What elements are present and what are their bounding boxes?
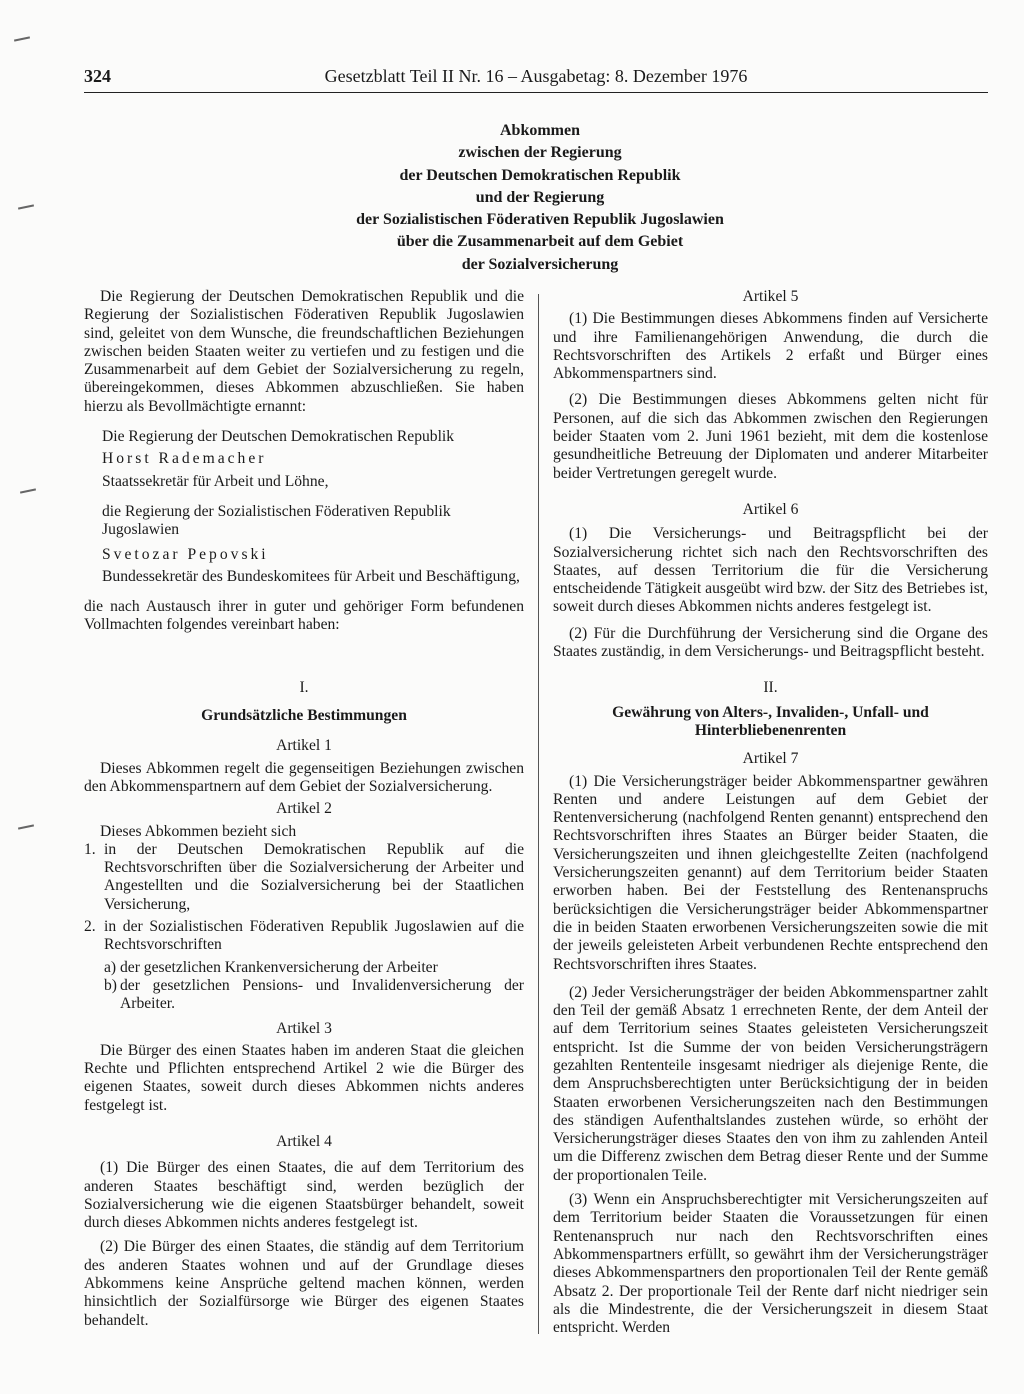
column-divider	[538, 294, 539, 1334]
section-title: Grundsätzliche Bestimmungen	[201, 707, 407, 725]
article-heading: Artikel 6	[742, 500, 799, 518]
margin-mark	[14, 36, 30, 41]
sub-list-item	[84, 977, 524, 1014]
list-item	[84, 841, 524, 914]
list-number: 2.	[84, 918, 96, 936]
article-paragraph: (1) Die Versicherungs- und Beitragspflicht bei der Sozialversicherung richtet sich nach den Rechtsvorschriften des Staates, auf dessen Territorium die für die Versicherung entscheidende Tätigkeit ausgeübt wird bzw. der Sitz des Betriebes ist, soweit durch dieses Abkommen nichts anderes festgelegt ist.	[553, 525, 988, 616]
article-paragraph: (2) Die Bestimmungen dieses Abkommens gelten nicht für Personen, auf die sich das Abkommen zwischen den Regierungen beider Staaten vom 2. Juni 1961 bezieht, mit dem die kostenlose gesundheitliche Betreuung der Diplomaten und anderer Mitarbeiter beider Vertretungen geregelt wurde.	[553, 391, 988, 482]
article-text: Dieses Abkommen regelt die gegenseitigen Beziehungen zwischen den Abkommenspartnern auf dem Gebiet der Sozialversicherung.	[84, 759, 524, 795]
title-line: über die Zusammenarbeit auf dem Gebiet	[396, 233, 684, 251]
margin-mark	[18, 824, 34, 829]
article-heading: Artikel 3	[276, 1019, 332, 1037]
list-item	[84, 918, 524, 955]
page-header	[84, 64, 988, 93]
list-text: in der Sozialistischen Föderativen Republik Jugoslawien auf die Rechtsvorschriften	[104, 918, 524, 954]
sub-list-letter: b)	[104, 976, 117, 994]
title-line: der Sozialistischen Föderativen Republik Jugoslawien	[356, 211, 724, 229]
section-title: Hinterbliebenenrenten	[694, 721, 847, 739]
title-line: Abkommen	[499, 122, 580, 139]
article-heading: Artikel 2	[276, 800, 332, 818]
article-heading: Artikel 5	[742, 288, 799, 305]
plenipotentiary-name: Svetozar Pepovski	[102, 545, 269, 563]
party-government: Die Regierung der Deutschen Demokratischen Republik	[102, 428, 455, 446]
plenipotentiary-name: Horst Rademacher	[102, 450, 267, 468]
section-number: II.	[763, 679, 778, 697]
sub-list-text: der gesetzlichen Pensions- und Invalidenversicherung der Arbeiter.	[120, 976, 524, 1013]
article-paragraph: (1) Die Bestimmungen dieses Abkommens finden auf Versicherte und ihre Familienangehörigen Anwendung, die durch die Rechtsvorschriften des Artikels 2 erfaßt und Bürger eines Abkommenspartners sind.	[553, 310, 988, 383]
article-heading: Artikel 4	[276, 1132, 332, 1150]
article-paragraph: (2) Die Bürger des einen Staates, die ständig auf dem Territorium des anderen Staates wohnen und auf der Grundlage dieses Abkommens keine Ansprüche geltend machen können, werden hinsichtlich der Sozialfürsorge wie Bürger des eigenen Staates behandelt.	[84, 1238, 524, 1329]
article-paragraph: (1) Die Versicherungsträger beider Abkommenspartner gewähren Renten und andere Leistungen auf dem Gebiet der Rentenversicherung (nachfolgend Renten genannt) entsprechend den Rechtsvorschriften ihres Staates an Bürger beider Staaten, die Versicherungszeiten und ihnen gleichgestellte Zeiten (nachfolgend Versicherungszeiten genannt) auf dem Territorium beider Staaten erworben haben. Bei der Feststellung des Rentenanspruchs berücksichtigen die Versicherungsträger beider Abkommenspartner die in beiden Staaten erworbenen Versicherungszeiten sowie die mit der jeweils geleisteten Arbeit verbundenen Rechte entsprechend den Rechtsvorschriften ihres Staates.	[553, 772, 988, 973]
document-title	[240, 120, 840, 276]
article-text: Die Bürger des einen Staates haben im anderen Staat die gleichen Rechte und Pflichten entsprechend Artikel 2 wie die Bürger des eigenen Staates, soweit durch dieses Abkommen nichts anderes festgelegt ist.	[84, 1041, 524, 1114]
preamble: Die Regierung der Deutschen Demokratischen Republik und die Regierung der Sozialistischen Föderativen Republik Jugoslawien sind, geleitet von dem Wunsche, die freundschaftlichen Beziehungen zwischen beiden Staaten weiter zu vertiefen und zu festigen und die Zusammenarbeit auf dem Gebiet der Sozialversicherung zu regeln, übereingekommen, dieses Abkommen abzuschließen. Sie haben hierzu als Bevollmächtigte ernannt:	[84, 288, 524, 415]
section-number: I.	[299, 678, 309, 696]
margin-mark	[20, 488, 36, 493]
party-government: die Regierung der Sozialistischen Föderativen Republik Jugoslawien	[102, 502, 451, 539]
title-line: der Sozialversicherung	[461, 255, 619, 273]
preamble-closing: die nach Austausch ihrer in guter und gehöriger Form befundenen Vollmachten folgendes vereinbart haben:	[84, 598, 524, 634]
article-heading: Artikel 7	[742, 750, 799, 768]
article-paragraph: (2) Jeder Versicherungsträger der beiden Abkommenspartner zahlt den Teil der gemäß Absatz 1 errechneten Rente, der dem Anteil der auf dem Territorium seines Staates geleisteten Versicherungszeit entspricht. Ist die Summe der von beiden Versicherungsträgern gezahlten Rententeile insgesamt niedriger als diejenige Rente, die dem Anspruchsberechtigten unter Berücksichtigung der in beiden Staaten erworbenen Versicherungszeiten nach den Bestimmungen des ständigen Aufenthaltslandes zustehen würde, so erhöht der Versicherungsträger dieses Staates den von ihm zu zahlenden Anteil um die Differenz zwischen dem Betrag dieser Rente und der Summe der proportionalen Teile.	[553, 983, 988, 1184]
list-number: 1.	[84, 840, 96, 858]
page-number: 324	[84, 66, 111, 86]
article-paragraph: (2) Für die Durchführung der Versicherung sind die Organe des Staates zuständig, in dem Versicherungs- und Beitragspflicht besteht.	[553, 624, 988, 661]
margin-mark	[18, 204, 34, 209]
article-paragraph: (3) Wenn ein Anspruchsberechtigter mit Versicherungszeiten auf dem Territorium beider Staaten die Voraussetzungen für einen Rentenanspruch nur nach den Rechtsvorschriften eines Abkommenspartners erfüllt, so gewährt ihm der Versicherungsträger dieses Abkommenspartners den proportionalen Teil der Rente gemäß Absatz 2. Der proportionale Teil der Rente darf nicht niedriger sein als die Mindestrente, die der Versicherungszeit in diesem Staat entspricht. Werden	[553, 1191, 988, 1337]
title-line: und der Regierung	[475, 188, 605, 206]
article-heading: Artikel 1	[276, 737, 332, 755]
plenipotentiary-role: Staatssekretär für Arbeit und Löhne,	[102, 472, 329, 490]
article-paragraph: (1) Die Bürger des einen Staates, die auf dem Territorium des anderen Staates beschäftigt sind, werden bezüglich der Sozialversicherung wie die eigenen Staatsbürger behandelt, soweit durch dieses Abkommen nichts anderes festgelegt ist.	[84, 1159, 524, 1232]
sub-list-text: der gesetzlichen Krankenversicherung der Arbeiter	[120, 958, 438, 976]
article-text: Dieses Abkommen bezieht sich	[100, 822, 297, 840]
title-line: zwischen der Regierung	[458, 144, 622, 162]
sub-list-letter: a)	[104, 958, 117, 976]
title-line: der Deutschen Demokratischen Republik	[399, 166, 681, 184]
sub-list-item	[84, 959, 524, 977]
running-title: Gesetzblatt Teil II Nr. 16 – Ausgabetag: 8. Dezember 1976	[324, 66, 748, 86]
right-column	[553, 288, 988, 1337]
left-column	[84, 288, 524, 1330]
list-text: in der Deutschen Demokratischen Republik auf die Rechtsvorschriften über die Sozialversicherung der Arbeiter und Angestellten und die Sozialversicherung bei der Staatlichen Versicherung,	[104, 840, 524, 913]
plenipotentiary-role: Bundessekretär des Bundeskomitees für Arbeit und Beschäftigung,	[102, 567, 520, 585]
section-title: Gewährung von Alters-, Invaliden-, Unfall- und	[612, 703, 929, 721]
